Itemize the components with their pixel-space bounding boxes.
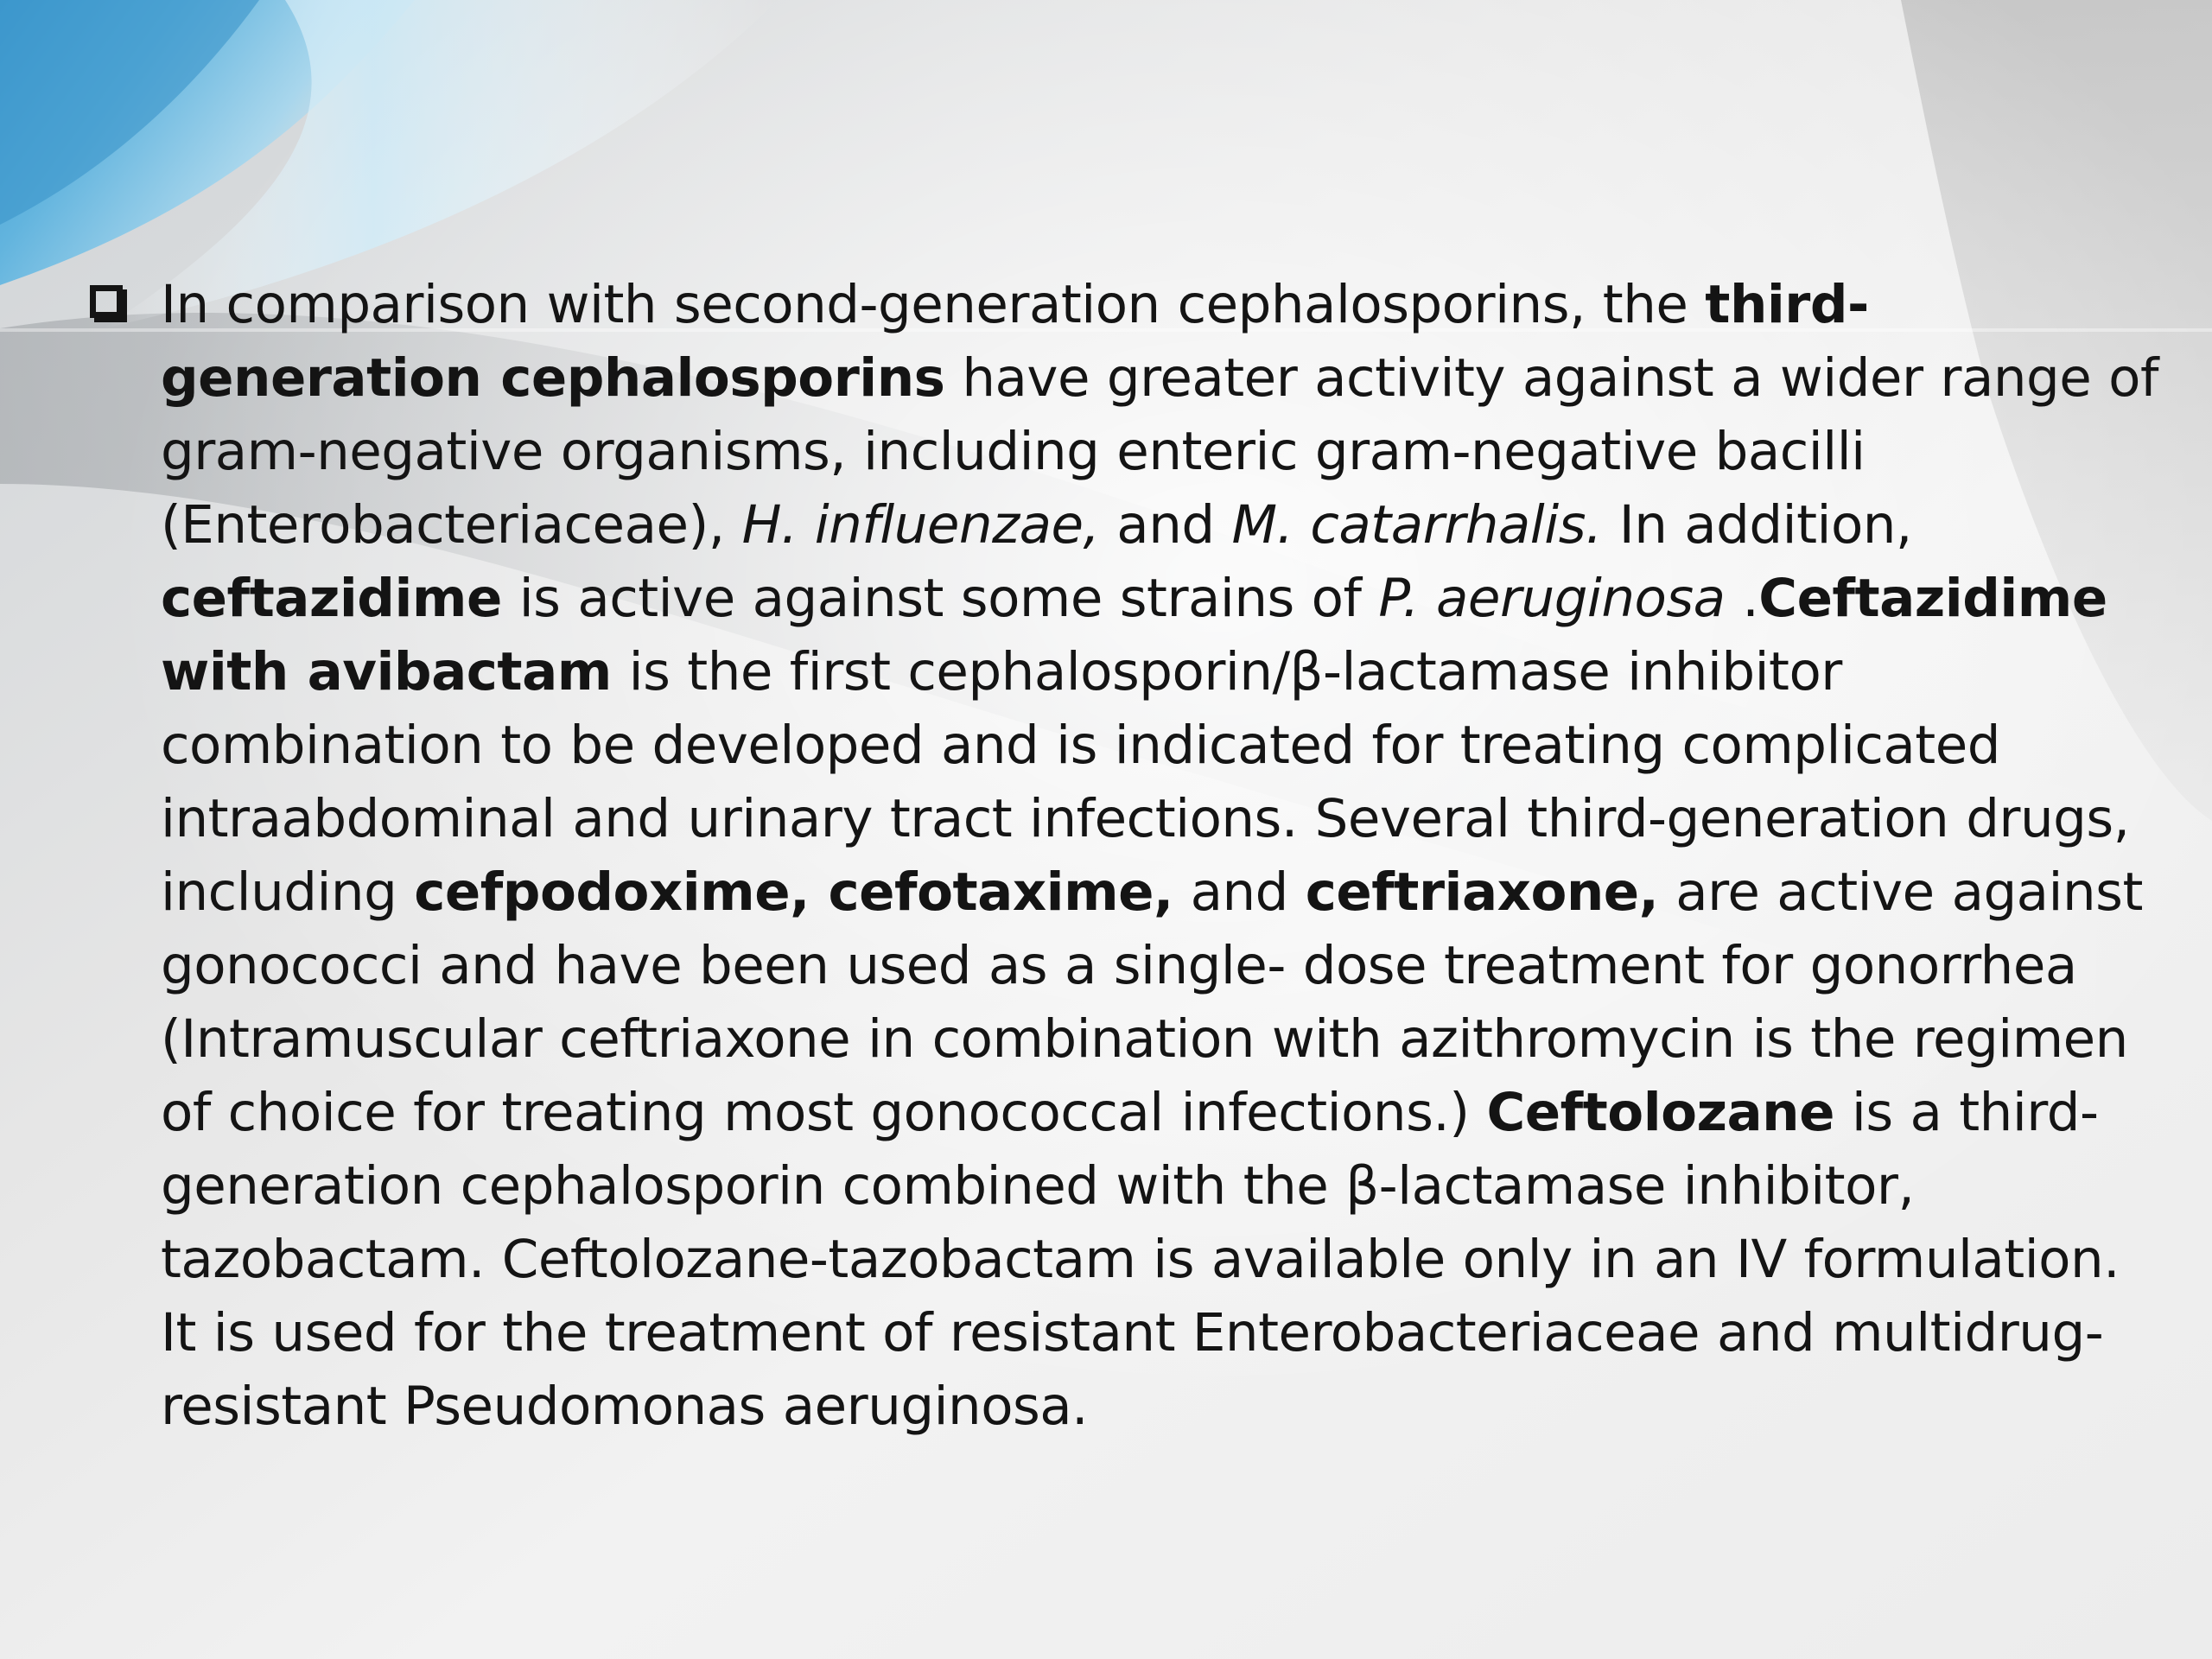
text-segment: is active against some strains of <box>501 568 1379 629</box>
text-segment: In comparison with second-generation cephalosporins, the <box>161 274 1706 335</box>
organism-p-aeruginosa: P. aeruginosa <box>1378 568 1726 629</box>
organism-m-catarrhalis: M. catarrhalis. <box>1231 494 1602 556</box>
drug-ceftriaxone: ceftriaxone, <box>1305 861 1659 923</box>
drugs-cefpodoxime-cefotaxime: cefpodoxime, cefotaxime, <box>414 861 1173 923</box>
organism-h-influenzae: H. influenzae, <box>741 494 1100 556</box>
text-segment: In addition, <box>1601 494 1912 556</box>
text-segment: are active against gonococci and have been used as a single- dose treatment for gonorrhea (Intramuscular ceftriaxone in combination with azithromycin is the regimen of choice for treating most gonococcal infections.) <box>161 861 2143 1143</box>
checkbox-square-icon <box>90 285 123 318</box>
term-third-generation-cephalosporins: third-generation cephalosporins <box>161 274 1869 409</box>
bullet-item <box>79 268 2171 1443</box>
content-area <box>79 268 2171 1443</box>
text-segment: have greater activity against a wider range of gram-negative organisms, including enteric gram-negative bacilli (Enterobacteriaceae), <box>161 347 2158 556</box>
text-segment: is the first cephalosporin/β-lactamase inhibitor combination to be developed and is indicated for treating complicated intraabdominal and urinary tract infections. Several third-generation drugs, including <box>161 641 2130 923</box>
text-segment: and <box>1173 861 1306 923</box>
text-segment: and <box>1099 494 1232 556</box>
drug-ceftolozane: Ceftolozane <box>1486 1082 1834 1143</box>
text-segment: is a third-generation cephalosporin combined with the β-lactamase inhibitor, tazobactam. Ceftolozane-tazobactam is available only in an IV formulation. It is used for the treatment of resistant Enterobacteriaceae and multidrug-resistant Pseudomonas aeruginosa. <box>161 1082 2120 1437</box>
bullet-paragraph <box>161 268 2171 1443</box>
text-segment: . <box>1725 568 1759 629</box>
drug-ceftazidime: ceftazidime <box>161 568 502 629</box>
drug-ceftazidime-avibactam: Ceftazidime with avibactam <box>161 568 2107 702</box>
